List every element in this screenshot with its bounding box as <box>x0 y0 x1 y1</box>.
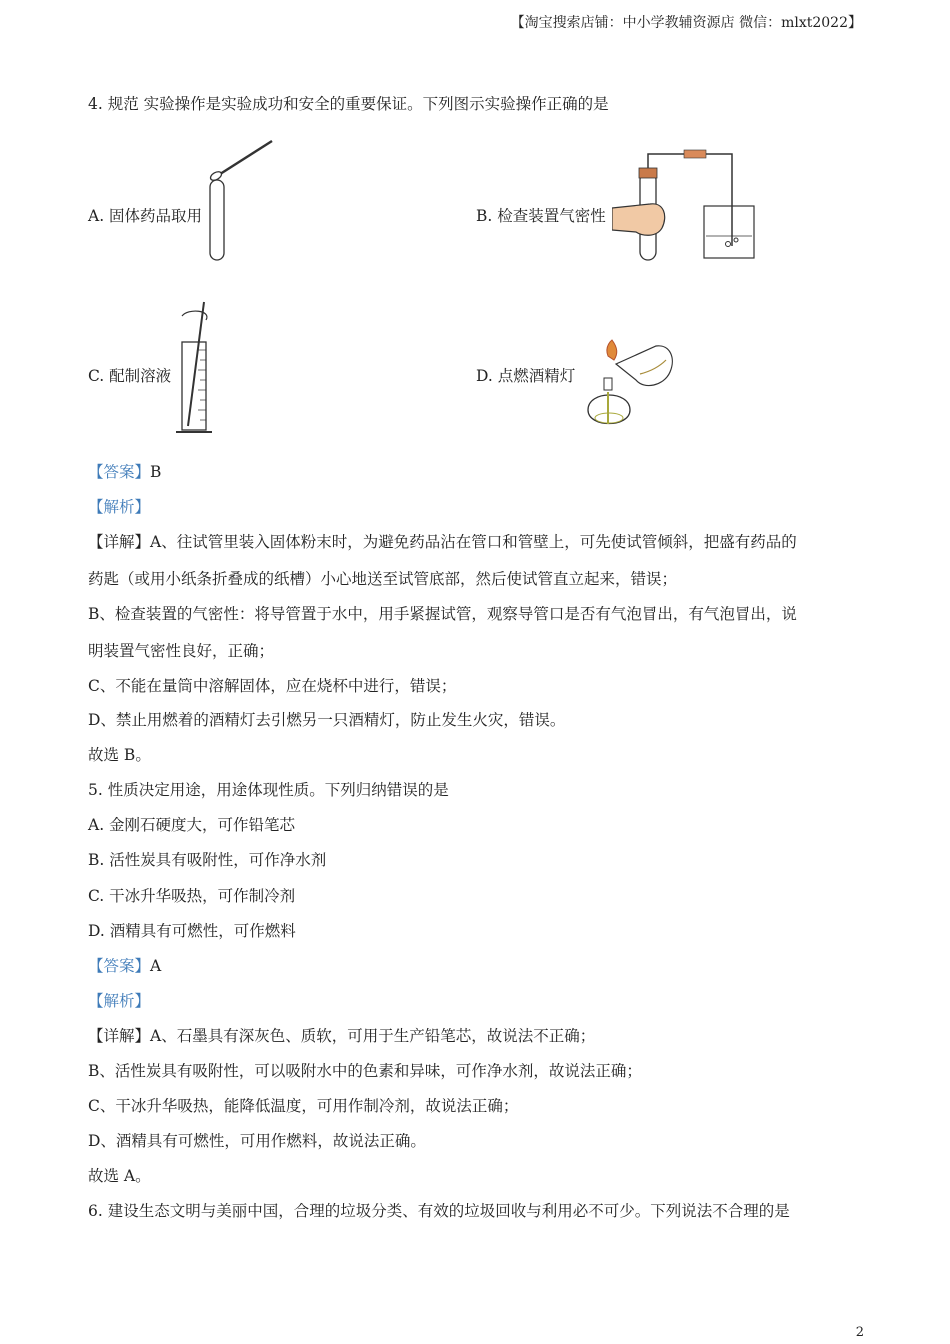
q4-conclusion: 故选 B。 <box>88 746 151 764</box>
q5-option-a: A. 金刚石硬度大，可作铅笔芯 <box>88 816 296 834</box>
q5-answer-tag: 【答案】 <box>88 957 151 975</box>
q5-detail-line-1 <box>88 1026 595 1046</box>
q4-detail-line-5: C、不能在量筒中溶解固体，应在烧杯中进行，错误； <box>88 677 457 695</box>
q4-detail-line-2: 药匙（或用小纸条折叠成的纸槽）小心地送至试管底部，然后使试管直立起来，错误； <box>88 570 678 588</box>
q5-conclusion: 故选 A。 <box>88 1167 151 1185</box>
q5-analysis-tag: 【解析】 <box>88 992 151 1010</box>
q5-detail-line-3: C、干冰升华吸热，能降低温度，可用作制冷剂，故说法正确； <box>88 1097 519 1115</box>
q5-answer-value: A <box>150 957 162 975</box>
q4-answer-tag: 【答案】 <box>88 463 151 481</box>
q5-option-b: B. 活性炭具有吸附性，可作净水剂 <box>88 851 327 869</box>
q5-detail-tag: 【详解】 <box>88 1027 151 1045</box>
q4-detail-text-1: A、往试管里装入固体粉末时，为避免药品沾在管口和管壁上，可先使试管倾斜，把盛有药品的 <box>150 533 797 551</box>
q4-detail-line-3: B、检查装置的气密性：将导管置于水中，用手紧握试管，观察导管口是否有气泡冒出，有气泡冒出，说 <box>88 605 797 623</box>
graduated-cylinder-figure <box>176 298 220 436</box>
q4-option-b: B. 检查装置气密性 <box>476 207 606 225</box>
alcohol-lamp-figure <box>578 338 678 436</box>
q5-answer <box>88 956 161 976</box>
q4-answer-value: B <box>150 463 162 481</box>
q4-answer <box>88 462 161 482</box>
page-header: 【淘宝搜索店铺：中小学教辅资源店 微信：mlxt2022】 <box>510 15 862 31</box>
q4-option-c: C. 配制溶液 <box>88 367 172 385</box>
q4-detail-tag: 【详解】 <box>88 533 151 551</box>
page-number: 2 <box>855 1325 864 1340</box>
q4-detail-line-1 <box>88 532 797 552</box>
q5-option-d: D. 酒精具有可燃性，可作燃料 <box>88 922 296 940</box>
q4-detail-line-6: D、禁止用燃着的酒精灯去引燃另一只酒精灯，防止发生火灾，错误。 <box>88 711 566 729</box>
q5-option-c: C. 干冰升华吸热，可作制冷剂 <box>88 887 296 905</box>
q5-stem: 5. 性质决定用途，用途体现性质。下列归纳错误的是 <box>88 781 449 799</box>
q5-detail-text-1: A、石墨具有深灰色、质软，可用于生产铅笔芯，故说法不正确； <box>150 1027 596 1045</box>
q6-stem: 6. 建设生态文明与美丽中国，合理的垃圾分类、有效的垃圾回收与利用必不可少。下列说法不合理的是 <box>88 1202 790 1220</box>
q4-stem: 4. 规范 实验操作是实验成功和安全的重要保证。下列图示实验操作正确的是 <box>88 95 609 113</box>
spoon-test-tube-figure <box>200 136 280 264</box>
q4-detail-line-4: 明装置气密性良好，正确； <box>88 642 275 660</box>
q4-option-d: D. 点燃酒精灯 <box>476 367 576 385</box>
airtightness-check-figure <box>612 146 762 264</box>
q5-detail-line-2: B、活性炭具有吸附性，可以吸附水中的色素和异味，可作净水剂，故说法正确； <box>88 1062 642 1080</box>
q4-analysis-tag: 【解析】 <box>88 498 151 516</box>
q4-option-a: A. 固体药品取用 <box>88 207 203 225</box>
q5-detail-line-4: D、酒精具有可燃性，可用作燃料，故说法正确。 <box>88 1132 426 1150</box>
